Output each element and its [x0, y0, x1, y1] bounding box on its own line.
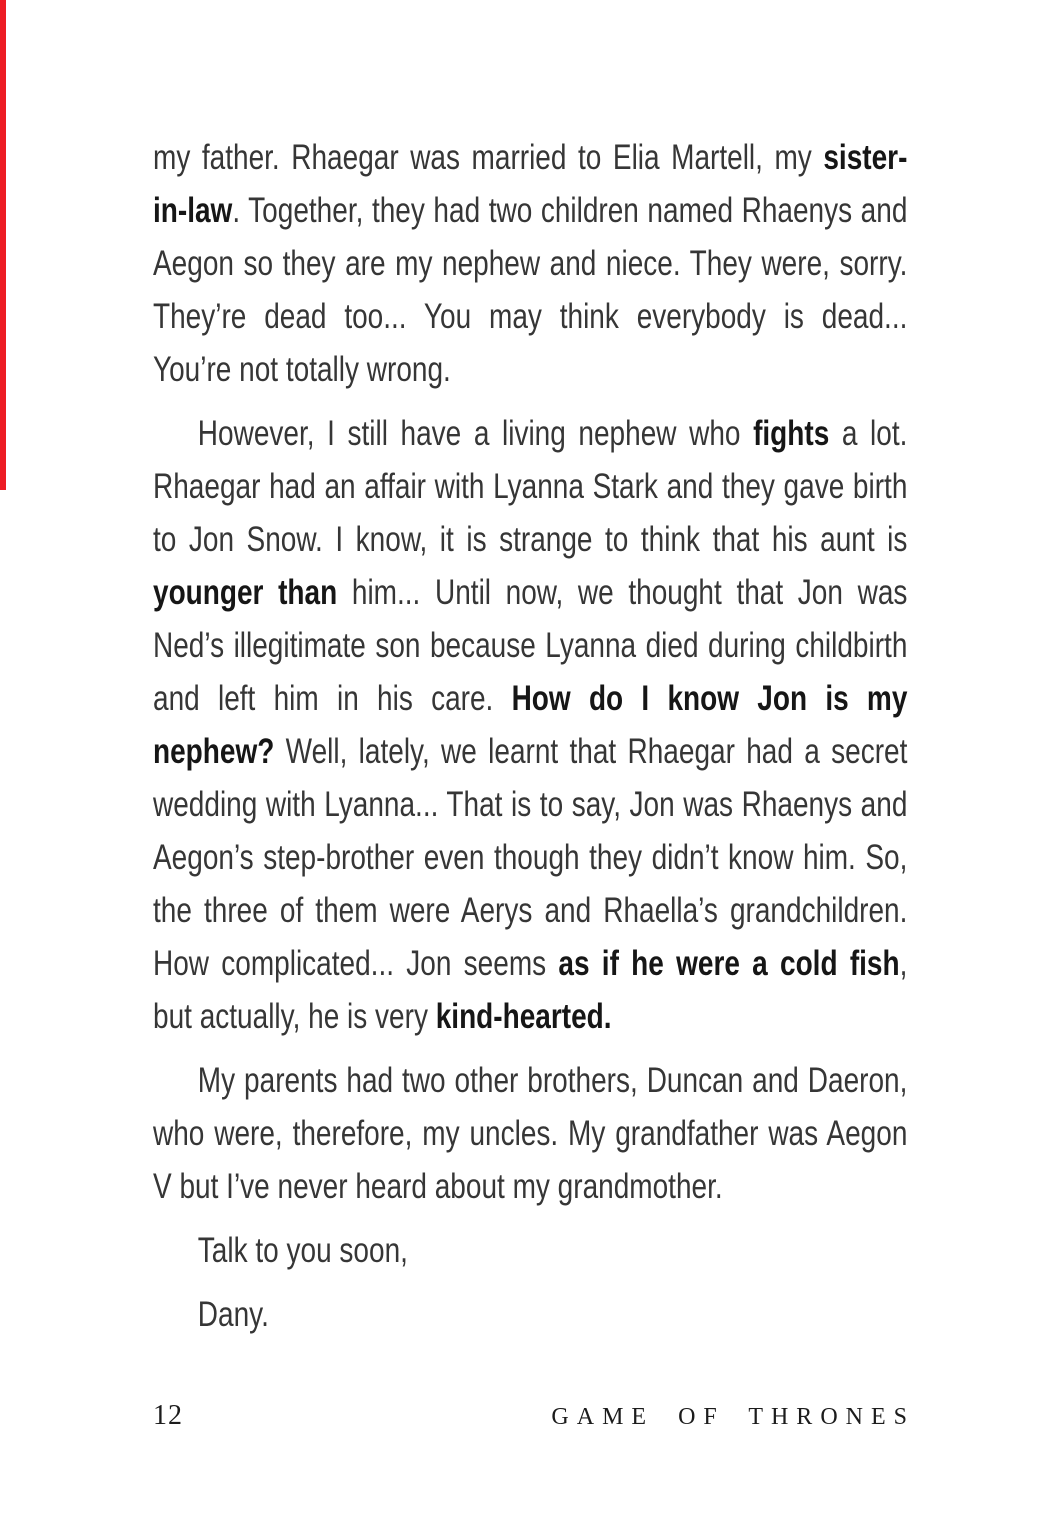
bold-text-run: fights [753, 414, 830, 453]
text-run: Dany. [197, 1295, 269, 1334]
text-run: . Together, they had two children named Rhaenys and Aegon so they are my nephew and niece. They were, sorry. They’re dead too... You may think everybody is dead... You’re not totally wrong. [153, 191, 908, 389]
page-text [153, 0, 907, 1352]
bold-text-run: as if he were a cold fish [558, 944, 900, 983]
paragraph [153, 1054, 907, 1213]
text-run: Well, lately, we learnt that Rhaegar had a secret wedding with Lyanna... That is to say, Jon was Rhaenys and Aegon’s step-brother even though they didn’t know him. So, the three of them were Aerys and Rhaella’s grandchildren. How complicated... Jon seems [153, 732, 908, 983]
text-run: my father. Rhaegar was married to Elia Martell, my [153, 138, 824, 177]
paragraph [153, 1288, 907, 1341]
text-run: a lot. Rhaegar had an affair with Lyanna Stark and they gave birth to Jon Snow. I know, it is strange to think that his aunt is [153, 414, 908, 559]
text-run: My parents had two other brothers, Duncan and Daeron, who were, therefore, my uncles. My grandfather was Aegon V but I’ve never heard about my grandmother. [153, 1061, 908, 1206]
red-accent-bar [0, 0, 6, 490]
bold-text-run: sister-in-law [153, 138, 908, 230]
paragraph [153, 407, 907, 1043]
bold-text-run: How do I know Jon is my nephew? [153, 679, 908, 771]
paragraph [153, 1224, 907, 1277]
page-footer [153, 1400, 915, 1432]
text-run: him... Until now, we thought that Jon was Ned’s illegitimate son because Lyanna died during childbirth and left him in his care. [153, 573, 908, 718]
page-number: 12 [153, 1400, 183, 1431]
bold-text-run: younger than [153, 573, 338, 612]
paragraph [153, 131, 907, 396]
text-run: , but actually, he is very [153, 944, 908, 1036]
text-run: Talk to you soon, [197, 1231, 408, 1270]
book-title: GAME OF THRONES [551, 1404, 915, 1430]
text-run: However, I still have a living nephew who [197, 414, 754, 453]
bold-text-run: kind-hearted. [435, 997, 612, 1036]
